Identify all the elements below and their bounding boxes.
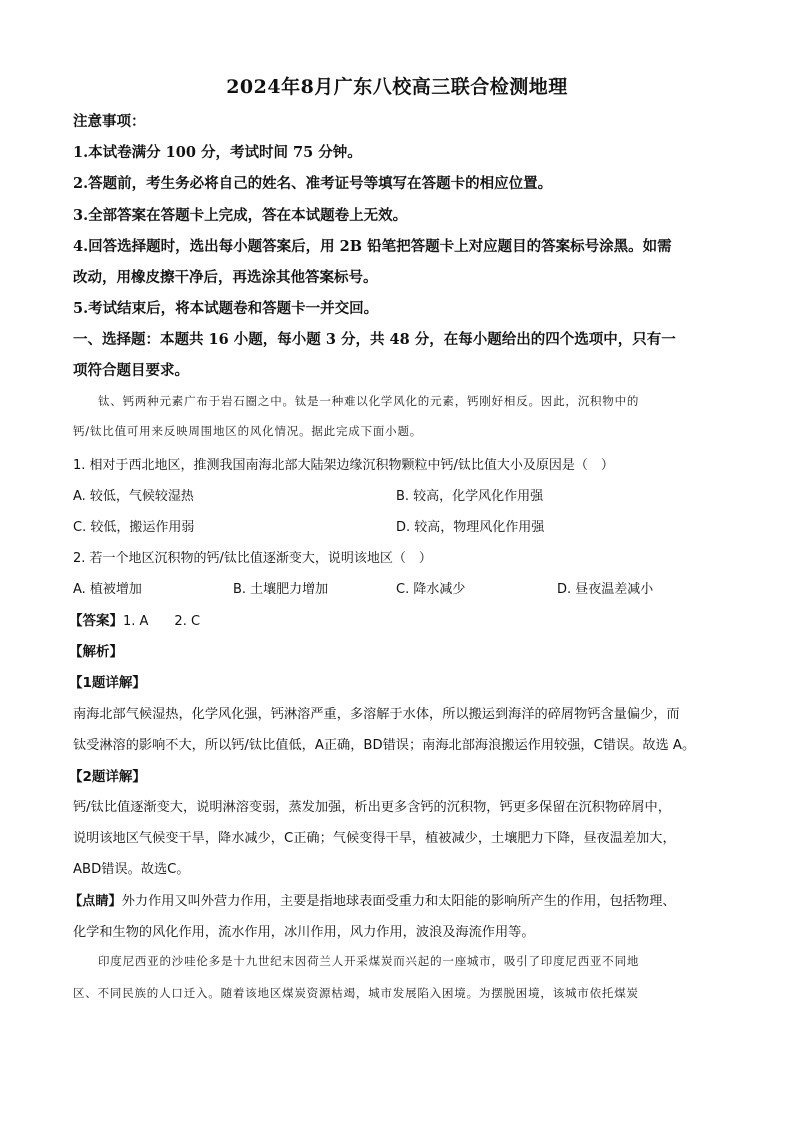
notice-item-3: 3.全部答案在答题卡上完成，答在本试题卷上无效。 bbox=[73, 207, 408, 224]
page-title: 2024年8月广东八校高三联合检测地理 bbox=[226, 76, 568, 98]
passage-1-line-2: 钙/钛比值可用来反映周围地区的风化情况。据此完成下面小题。 bbox=[73, 424, 423, 438]
section-heading: 一、选择题：本题共 16 小题，每小题 3 分，共 48 分，在每小题给出的四个选项中，只有一 bbox=[73, 331, 676, 348]
question-1-option-a: A. 较低，气候较湿热 bbox=[73, 489, 194, 504]
question-2-option-c: C. 降水减少 bbox=[396, 582, 466, 597]
notice-item-4-cont: 改动，用橡皮擦干净后，再选涂其他答案标号。 bbox=[73, 269, 378, 286]
question-1-stem: 1. 相对于西北地区，推测我国南海北部大陆架边缘沉积物颗粒中钙/钛比值大小及原因是（ ） bbox=[73, 458, 614, 473]
analysis-tag: 【解析】 bbox=[69, 644, 123, 660]
detail-1-tag: 【1题详解】 bbox=[69, 675, 146, 691]
point-line-2: 化学和生物的风化作用，流水作用，冰川作用，风力作用，波浪及海流作用等。 bbox=[73, 925, 535, 940]
question-2-option-d: D. 昼夜温差减小 bbox=[557, 582, 654, 597]
passage-2-line-1: 印度尼西亚的沙哇伦多是十九世纪末因荷兰人开采煤炭而兴起的一座城市，吸引了印度尼西亚不同地 bbox=[98, 954, 640, 968]
notice-item-4: 4.回答选择题时，选出每小题答案后，用 2B 铅笔把答题卡上对应题目的答案标号涂黑。如需 bbox=[73, 238, 672, 255]
detail-1-line-1: 南海北部气候湿热，化学风化强，钙淋溶严重，多溶解于水体，所以搬运到海洋的碎屑物钙含量偏少，而 bbox=[73, 707, 680, 722]
question-2-option-a: A. 植被增加 bbox=[73, 582, 142, 597]
point-tag: 【点睛】 bbox=[69, 894, 122, 909]
detail-1-line-2: 钛受淋溶的影响不大，所以钙/钛比值低，A正确，BD错误；南海北部海浪搬运作用较强，C错误。故选 A。 bbox=[73, 738, 696, 753]
question-2-option-b: B. 土壤肥力增加 bbox=[233, 582, 329, 597]
question-1-option-d: D. 较高，物理风化作用强 bbox=[396, 520, 545, 535]
detail-2-line-3: ABD错误。故选C。 bbox=[73, 862, 190, 877]
passage-1-line-1: 钛、钙两种元素广布于岩石圈之中。钛是一种难以化学风化的元素，钙刚好相反。因此，沉积物中的 bbox=[98, 394, 640, 408]
point-text: 外力作用又叫外营力作用，主要是指地球表面受重力和太阳能的影响所产生的作用，包括物理、 bbox=[121, 894, 676, 909]
question-1-option-b: B. 较高，化学风化作用强 bbox=[396, 489, 544, 504]
detail-2-tag: 【2题详解】 bbox=[69, 769, 146, 785]
answer-line bbox=[69, 609, 200, 629]
notice-heading: 注意事项： bbox=[73, 113, 146, 130]
detail-2-line-2: 说明该地区气候变干旱，降水减少，C正确；气候变得干旱，植被减少，土壤肥力下降，昼夜温差加大， bbox=[73, 831, 676, 846]
answer-tag: 【答案】 bbox=[69, 613, 123, 629]
notice-item-2: 2.答题前，考生务必将自己的姓名、准考证号等填写在答题卡的相应位置。 bbox=[73, 175, 553, 192]
point-line-1 bbox=[69, 890, 676, 909]
question-2-stem: 2. 若一个地区沉积物的钙/钛比值逐渐变大，说明该地区（ ） bbox=[73, 551, 432, 566]
passage-2-line-2: 区、不同民族的人口迁入。随着该地区煤炭资源枯竭，城市发展陷入困境。为摆脱困境，该城市依托煤炭 bbox=[73, 986, 639, 1000]
answer-value: 1. A 2. C bbox=[123, 614, 201, 629]
notice-item-1: 1.本试卷满分 100 分，考试时间 75 分钟。 bbox=[73, 144, 362, 161]
detail-2-line-1: 钙/钛比值逐渐变大，说明淋溶变弱，蒸发加强，析出更多含钙的沉积物，钙更多保留在沉积物碎屑中， bbox=[73, 800, 671, 815]
question-1-option-c: C. 较低，搬运作用弱 bbox=[73, 520, 195, 535]
notice-item-5: 5.考试结束后，将本试题卷和答题卡一并交回。 bbox=[73, 300, 379, 317]
section-heading-cont: 项符合题目要求。 bbox=[73, 362, 189, 379]
